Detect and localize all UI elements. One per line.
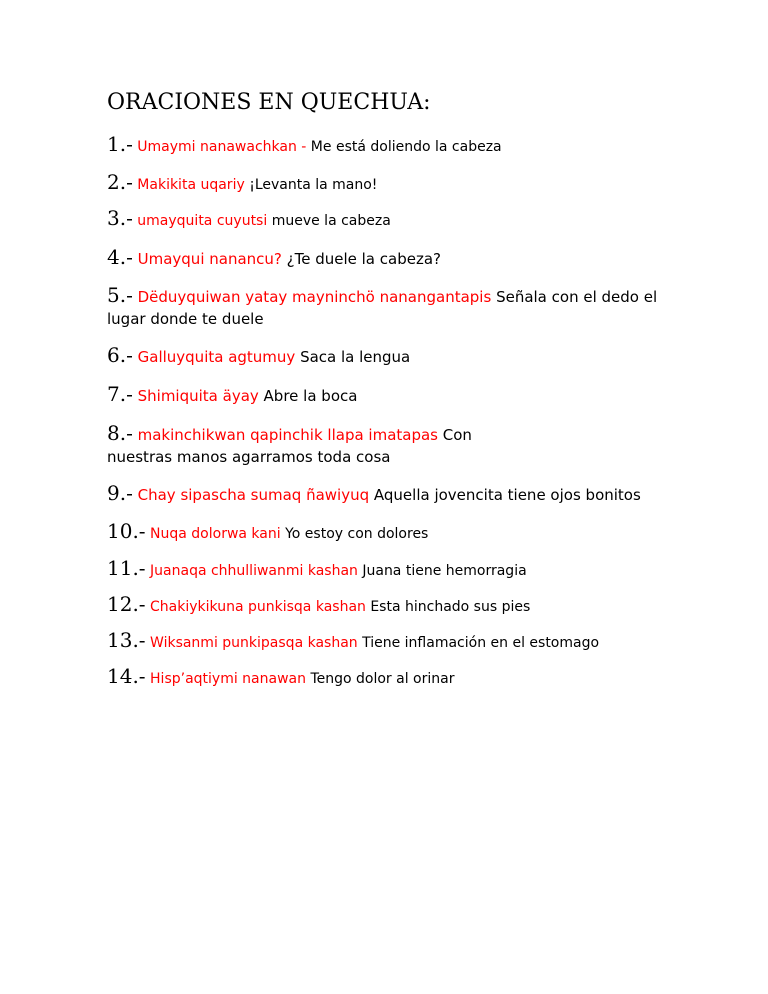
sentence-number: 14.- (107, 664, 146, 688)
sentence-11 (107, 556, 527, 580)
spanish-text: Abre la boca (258, 387, 358, 405)
separator: - (296, 139, 307, 155)
spanish-text: mueve la cabeza (267, 213, 391, 229)
sentence-6 (107, 343, 410, 367)
quechua-text: Makikita uqariy (137, 177, 245, 193)
spanish-text: Juana tiene hemorragia (357, 563, 527, 579)
sentence-number: 4.- (107, 245, 133, 269)
sentence-5 (107, 284, 667, 330)
quechua-text: Nuqa dolorwa kani (150, 526, 281, 542)
sentence-9 (107, 481, 641, 505)
sentence-number: 13.- (107, 628, 146, 652)
spanish-text: Esta hinchado sus pies (365, 599, 531, 615)
quechua-text: Dëduyquiwan yatay mayninchö nanangantapis (137, 288, 492, 306)
spanish-text: Yo estoy con dolores (280, 526, 429, 542)
page-title: ORACIONES EN QUECHUA: (107, 90, 431, 115)
sentence-7 (107, 382, 357, 406)
sentence-number: 10.- (107, 519, 146, 543)
sentence-number: 8.- (107, 421, 133, 445)
spanish-text: Tengo dolor al orinar (306, 671, 455, 687)
sentence-number: 1.- (107, 132, 133, 156)
sentence-number: 6.- (107, 343, 133, 367)
spanish-text: Con (438, 426, 472, 444)
quechua-text: Chakiykikuna punkisqa kashan (150, 599, 366, 615)
sentence-2 (107, 170, 377, 194)
quechua-text: Umaymi nanawachkan (137, 139, 297, 155)
spanish-text: Tiene inflamación en el estomago (357, 635, 600, 651)
sentence-8 (107, 422, 667, 468)
quechua-text: Hisp’aqtiymi nanawan (150, 671, 306, 687)
spanish-text: Saca la lengua (295, 348, 411, 366)
spanish-text: Aquella jovencita tiene ojos bonitos (369, 486, 641, 504)
spanish-text: Señala con el dedo el (491, 288, 658, 306)
spanish-text-continued: lugar donde te duele (107, 310, 264, 328)
sentence-number: 5.- (107, 283, 133, 307)
sentence-3 (107, 206, 391, 230)
quechua-text: Umayqui nanancu? (137, 250, 282, 268)
sentence-13 (107, 628, 599, 652)
sentence-10 (107, 519, 428, 543)
sentence-number: 12.- (107, 592, 146, 616)
quechua-text: Galluyquita agtumuy (137, 348, 296, 366)
sentence-number: 3.- (107, 206, 133, 230)
sentence-4 (107, 245, 441, 269)
quechua-text: umayquita cuyutsi (137, 213, 268, 229)
sentence-1 (107, 132, 502, 156)
sentence-number: 2.- (107, 170, 133, 194)
sentence-12 (107, 592, 530, 616)
sentence-number: 7.- (107, 382, 133, 406)
quechua-text: Chay sipascha sumaq ñawiyuq (137, 486, 370, 504)
sentence-number: 11.- (107, 556, 146, 580)
quechua-text: Shimiquita äyay (137, 387, 259, 405)
quechua-text: Juanaqa chhulliwanmi kashan (150, 563, 358, 579)
spanish-text: ¡Levanta la mano! (244, 177, 378, 193)
quechua-text: Wiksanmi punkipasqa kashan (150, 635, 358, 651)
quechua-text: makinchikwan qapinchik llapa imatapas (137, 426, 438, 444)
sentence-14 (107, 664, 454, 688)
sentence-number: 9.- (107, 481, 133, 505)
spanish-text: Me está doliendo la cabeza (306, 139, 502, 155)
spanish-text-continued: nuestras manos agarramos toda cosa (107, 448, 391, 466)
spanish-text: ¿Te duele la cabeza? (281, 250, 441, 268)
